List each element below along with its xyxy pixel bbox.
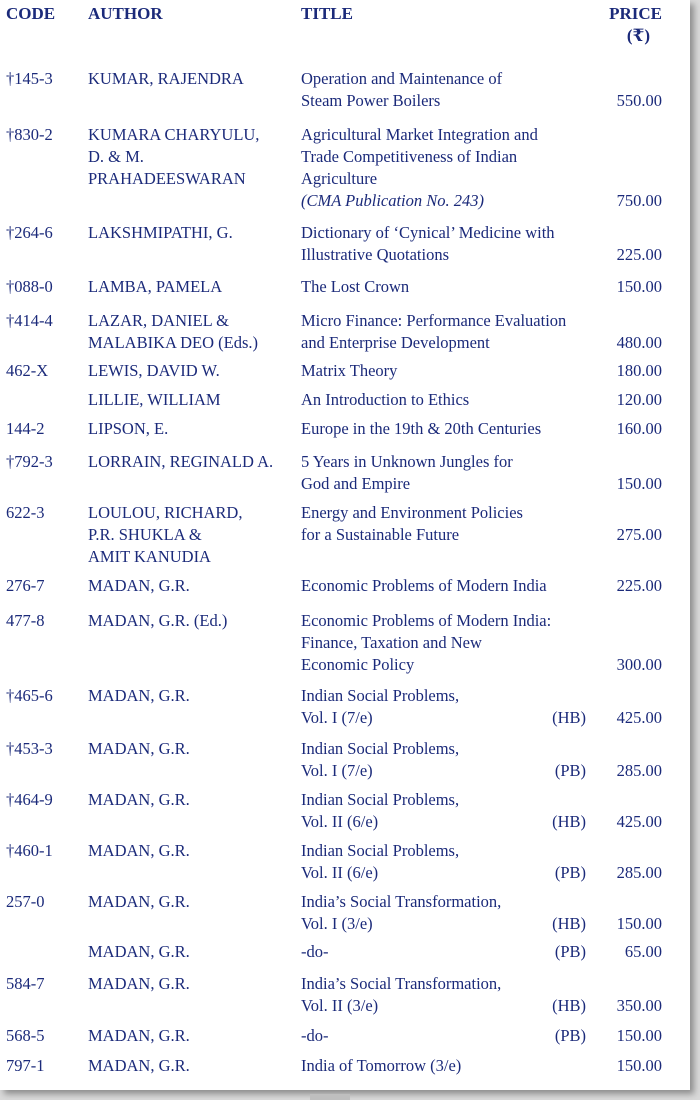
binding-type: (HB) <box>552 812 586 831</box>
book-code: †088-0 <box>6 277 53 296</box>
book-price: 425.00 <box>616 708 662 727</box>
book-title <box>301 973 501 1017</box>
title-line: Agricultural Market Integration and <box>301 125 538 144</box>
book-title <box>301 685 459 729</box>
title-line: Energy and Environment Policies <box>301 503 523 522</box>
title-line: Dictionary of ‘Cynical’ Medicine with <box>301 223 555 242</box>
book-code: †830-2 <box>6 125 53 144</box>
book-code: †453-3 <box>6 739 53 758</box>
header-title: TITLE <box>301 4 353 23</box>
title-line: Vol. II (6/e) <box>301 863 379 882</box>
title-line: India of Tomorrow (3/e) <box>301 1056 462 1075</box>
book-title <box>301 575 547 597</box>
book-author <box>88 1055 190 1077</box>
book-author <box>88 575 190 597</box>
author-line: PRAHADEESWARAN <box>88 169 246 188</box>
book-title <box>301 360 397 382</box>
book-price: 225.00 <box>616 576 662 595</box>
title-line: Operation and Maintenance of <box>301 69 503 88</box>
author-line: MADAN, G.R. <box>88 974 190 993</box>
book-title <box>301 738 459 782</box>
header-author: AUTHOR <box>88 4 163 23</box>
book-code: 622-3 <box>6 503 45 522</box>
author-line: MADAN, G.R. <box>88 576 190 595</box>
author-line: MADAN, G.R. <box>88 739 190 758</box>
book-author <box>88 610 227 632</box>
author-line: MADAN, G.R. <box>88 892 190 911</box>
book-author <box>88 891 190 913</box>
book-title <box>301 941 329 963</box>
title-line: Trade Competitiveness of Indian <box>301 147 518 166</box>
binding-type: (HB) <box>552 996 586 1015</box>
book-author <box>88 941 190 963</box>
book-author <box>88 276 222 298</box>
book-code: †145-3 <box>6 69 53 88</box>
author-line: LIPSON, E. <box>88 419 169 438</box>
book-title <box>301 502 523 546</box>
book-title <box>301 124 538 212</box>
book-title <box>301 222 555 266</box>
book-author <box>88 1025 190 1047</box>
book-code: 276-7 <box>6 576 45 595</box>
book-title <box>301 418 541 440</box>
book-author <box>88 789 190 811</box>
book-code: 144-2 <box>6 419 45 438</box>
author-line: LAZAR, DANIEL & <box>88 311 229 330</box>
header-price: PRICE <box>609 4 662 23</box>
book-price: 180.00 <box>616 361 662 380</box>
author-line: LAKSHMIPATHI, G. <box>88 223 233 242</box>
page-tab <box>310 1094 350 1100</box>
book-price: 120.00 <box>616 390 662 409</box>
book-code: 797-1 <box>6 1056 45 1075</box>
title-line: -do- <box>301 942 329 961</box>
book-price: 285.00 <box>616 761 662 780</box>
title-line: Micro Finance: Performance Evaluation <box>301 311 567 330</box>
title-line: Agriculture <box>301 169 378 188</box>
author-line: P.R. SHUKLA & <box>88 525 202 544</box>
title-line: India’s Social Transformation, <box>301 892 502 911</box>
book-title <box>301 310 566 354</box>
author-line: LAMBA, PAMELA <box>88 277 223 296</box>
title-line: Finance, Taxation and New <box>301 633 482 652</box>
binding-type: (HB) <box>552 708 586 727</box>
book-price: 65.00 <box>624 942 662 961</box>
author-line: D. & M. <box>88 147 144 166</box>
book-title <box>301 1055 461 1077</box>
binding-type: (HB) <box>552 914 586 933</box>
title-line: Economic Problems of Modern India <box>301 576 547 595</box>
book-price: 150.00 <box>616 914 662 933</box>
author-line: LOULOU, RICHARD, <box>88 503 243 522</box>
book-author <box>88 418 168 440</box>
author-line: KUMARA CHARYULU, <box>88 125 260 144</box>
author-line: MADAN, G.R. <box>88 790 190 809</box>
book-title <box>301 1025 329 1047</box>
title-line: (CMA Publication No. 243) <box>301 191 485 210</box>
title-line: India’s Social Transformation, <box>301 974 502 993</box>
book-title <box>301 389 469 411</box>
title-line: Matrix Theory <box>301 361 398 380</box>
book-price: 425.00 <box>616 812 662 831</box>
book-code: †465-6 <box>6 686 53 705</box>
author-line: MADAN, G.R. <box>88 1026 190 1045</box>
book-author <box>88 973 190 995</box>
book-title <box>301 840 459 884</box>
title-line: Indian Social Problems, <box>301 686 460 705</box>
title-line: Europe in the 19th & 20th Centuries <box>301 419 542 438</box>
author-line: LEWIS, DAVID W. <box>88 361 220 380</box>
title-line: Indian Social Problems, <box>301 739 460 758</box>
title-line: Vol. I (3/e) <box>301 914 373 933</box>
book-price: 275.00 <box>616 525 662 544</box>
book-code: 568-5 <box>6 1026 45 1045</box>
title-line: Economic Problems of Modern India: <box>301 611 552 630</box>
book-author <box>88 738 190 760</box>
title-line: Economic Policy <box>301 655 415 674</box>
book-code: 257-0 <box>6 892 45 911</box>
book-code: †264-6 <box>6 223 53 242</box>
book-price: 150.00 <box>616 1026 662 1045</box>
title-line: Steam Power Boilers <box>301 91 441 110</box>
title-line: The Lost Crown <box>301 277 410 296</box>
book-price: 160.00 <box>616 419 662 438</box>
title-line: Illustrative Quotations <box>301 245 450 264</box>
author-line: MADAN, G.R. (Ed.) <box>88 611 228 630</box>
binding-type: (PB) <box>554 863 586 882</box>
title-line: Vol. II (3/e) <box>301 996 379 1015</box>
author-line: MADAN, G.R. <box>88 841 190 860</box>
book-price: 150.00 <box>616 474 662 493</box>
book-author <box>88 222 233 244</box>
author-line: LILLIE, WILLIAM <box>88 390 221 409</box>
book-code: 477-8 <box>6 611 45 630</box>
book-title <box>301 451 513 495</box>
book-code: 462-X <box>6 361 49 380</box>
author-line: MADAN, G.R. <box>88 942 190 961</box>
author-line: LORRAIN, REGINALD A. <box>88 452 274 471</box>
author-line: AMIT KANUDIA <box>88 547 211 566</box>
book-code: †460-1 <box>6 841 53 860</box>
title-line: for a Sustainable Future <box>301 525 460 544</box>
book-author <box>88 124 259 190</box>
author-line: MADAN, G.R. <box>88 1056 190 1075</box>
title-line: Vol. II (6/e) <box>301 812 379 831</box>
book-title <box>301 68 502 112</box>
book-price: 225.00 <box>616 245 662 264</box>
book-price: 285.00 <box>616 863 662 882</box>
book-title <box>301 789 459 833</box>
book-code: †792-3 <box>6 452 53 471</box>
book-author <box>88 451 273 473</box>
book-price: 750.00 <box>616 191 662 210</box>
binding-type: (PB) <box>554 1026 586 1045</box>
book-code: †464-9 <box>6 790 53 809</box>
book-price: 350.00 <box>616 996 662 1015</box>
book-author <box>88 360 220 382</box>
book-code: 584-7 <box>6 974 45 993</box>
book-price: 150.00 <box>616 277 662 296</box>
book-price: 480.00 <box>616 333 662 352</box>
title-line: Vol. I (7/e) <box>301 761 373 780</box>
author-line: MALABIKA DEO (Eds.) <box>88 333 259 352</box>
book-author <box>88 685 190 707</box>
title-line: God and Empire <box>301 474 411 493</box>
title-line: Indian Social Problems, <box>301 841 460 860</box>
book-title <box>301 276 409 298</box>
title-line: and Enterprise Development <box>301 333 490 352</box>
title-line: Indian Social Problems, <box>301 790 460 809</box>
book-author <box>88 389 221 411</box>
title-line: -do- <box>301 1026 329 1045</box>
header-currency: (₹) <box>626 26 650 45</box>
book-price: 150.00 <box>616 1056 662 1075</box>
title-line: 5 Years in Unknown Jungles for <box>301 452 513 471</box>
book-code: †414-4 <box>6 311 53 330</box>
book-author <box>88 840 190 862</box>
book-author <box>88 502 242 568</box>
book-title <box>301 891 501 935</box>
title-line: Vol. I (7/e) <box>301 708 373 727</box>
book-price: 300.00 <box>616 655 662 674</box>
book-author <box>88 310 258 354</box>
author-line: MADAN, G.R. <box>88 686 190 705</box>
binding-type: (PB) <box>554 761 586 780</box>
book-price: 550.00 <box>616 91 662 110</box>
header-code: CODE <box>6 4 56 23</box>
title-line: An Introduction to Ethics <box>301 390 470 409</box>
book-title <box>301 610 551 676</box>
author-line: KUMAR, RAJENDRA <box>88 69 244 88</box>
book-author <box>88 68 244 90</box>
binding-type: (PB) <box>554 942 586 961</box>
